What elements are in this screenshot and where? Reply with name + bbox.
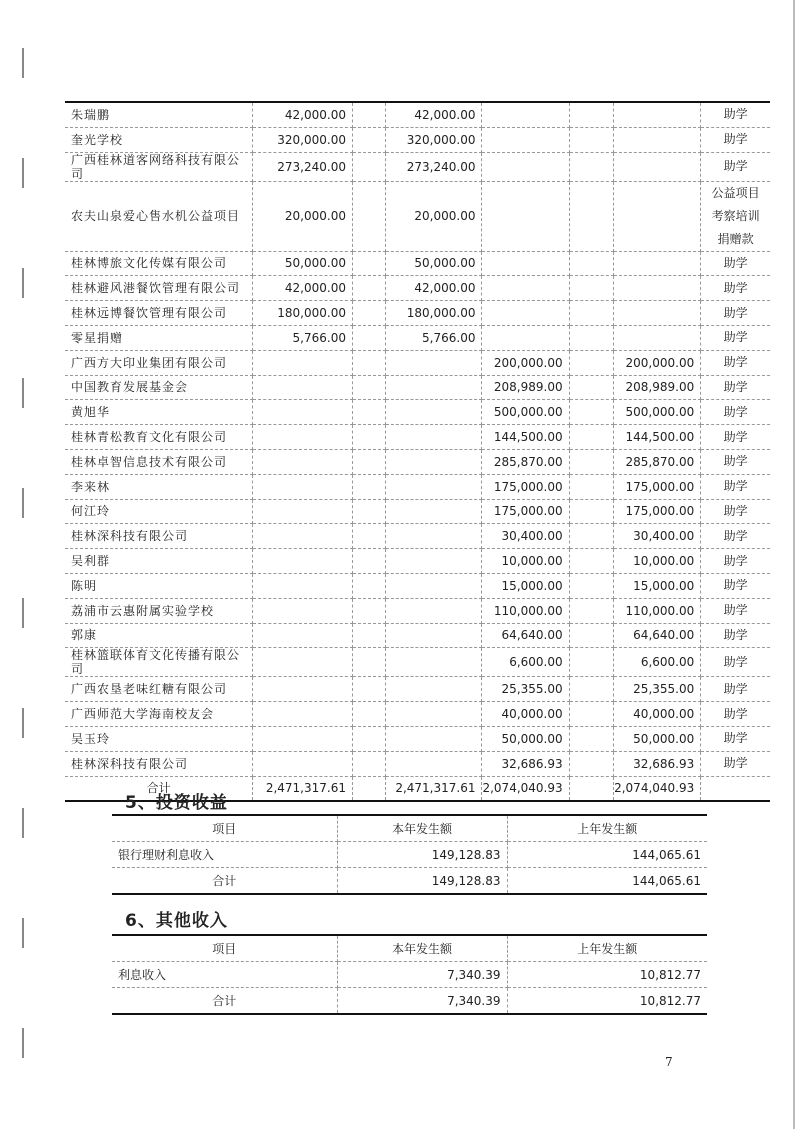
- amount-cell: 208,989.00: [482, 375, 569, 400]
- purpose-cell: 助学: [701, 102, 770, 127]
- amount-cell: 42,000.00: [385, 276, 482, 301]
- total-amount-cell: [352, 776, 385, 801]
- amount-cell: [385, 677, 482, 702]
- table-row: [65, 276, 770, 301]
- amount-cell: [569, 276, 613, 301]
- amount-cell: [614, 102, 701, 127]
- donor-name-cell: 吴玉玲: [65, 726, 253, 751]
- amount-cell: 200,000.00: [482, 350, 569, 375]
- purpose-cell: 助学: [701, 474, 770, 499]
- donor-name-cell: 陈明: [65, 573, 253, 598]
- purpose-cell: 助学: [701, 702, 770, 727]
- amount-cell: [614, 301, 701, 326]
- amount-cell: [253, 726, 353, 751]
- binding-mark: [22, 268, 24, 298]
- amount-cell: [385, 375, 482, 400]
- item-cell: 利息收入: [112, 962, 337, 988]
- amount-cell: 20,000.00: [253, 181, 353, 251]
- header-current-year: 本年发生额: [337, 815, 507, 842]
- amount-cell: [569, 449, 613, 474]
- donor-name-cell: 朱瑞鹏: [65, 102, 253, 127]
- amount-cell: 180,000.00: [253, 301, 353, 326]
- amount-cell: [385, 623, 482, 648]
- amount-cell: [253, 598, 353, 623]
- amount-cell: [569, 350, 613, 375]
- total-label: 合计: [65, 776, 253, 801]
- previous-year-cell: 144,065.61: [507, 842, 707, 868]
- total-label: 合计: [112, 868, 337, 895]
- purpose-cell: 助学: [701, 499, 770, 524]
- table-row: [65, 251, 770, 276]
- amount-cell: [253, 648, 353, 677]
- amount-cell: [614, 325, 701, 350]
- total-previous-year: 10,812.77: [639, 993, 701, 1008]
- amount-cell: [253, 400, 353, 425]
- amount-cell: 15,000.00: [482, 573, 569, 598]
- purpose-cell: 助学: [701, 751, 770, 776]
- amount-cell: 5,766.00: [385, 325, 482, 350]
- total-amount-cell: 2,471,317.61: [385, 776, 482, 801]
- amount-cell: 30,400.00: [614, 524, 701, 549]
- amount-cell: [569, 425, 613, 450]
- table-row: [65, 102, 770, 127]
- donor-name-cell: 荔浦市云惠附属实验学校: [65, 598, 253, 623]
- amount-cell: 40,000.00: [482, 702, 569, 727]
- table-row: [65, 573, 770, 598]
- amount-cell: 32,686.93: [614, 751, 701, 776]
- header-previous-year: 上年发生额: [507, 935, 707, 962]
- amount-cell: [385, 474, 482, 499]
- binding-mark: [22, 918, 24, 948]
- amount-cell: [352, 181, 385, 251]
- amount-cell: [569, 127, 613, 152]
- table-header-row: [112, 935, 707, 962]
- amount-cell: [352, 598, 385, 623]
- amount-cell: [253, 449, 353, 474]
- amount-cell: [385, 549, 482, 574]
- amount-cell: [385, 751, 482, 776]
- amount-cell: [253, 350, 353, 375]
- binding-mark: [22, 158, 24, 188]
- amount-cell: [614, 152, 701, 181]
- amount-cell: 180,000.00: [385, 301, 482, 326]
- amount-cell: [614, 251, 701, 276]
- donor-name-cell: 奎光学校: [65, 127, 253, 152]
- purpose-cell: 助学: [701, 325, 770, 350]
- amount-cell: [352, 152, 385, 181]
- amount-cell: [352, 726, 385, 751]
- amount-cell: [569, 251, 613, 276]
- table-row: [65, 499, 770, 524]
- amount-cell: [482, 251, 569, 276]
- purpose-cell: 助学: [701, 677, 770, 702]
- amount-cell: [614, 181, 701, 251]
- amount-cell: 40,000.00: [614, 702, 701, 727]
- amount-cell: 273,240.00: [385, 152, 482, 181]
- total-current-year: 7,340.39: [337, 988, 507, 1015]
- amount-cell: [569, 474, 613, 499]
- binding-mark: [22, 1028, 24, 1058]
- purpose-cell: 助学: [701, 598, 770, 623]
- page-edge: [793, 0, 795, 1129]
- page-number: 7: [665, 1055, 673, 1069]
- purpose-cell: 助学: [701, 648, 770, 677]
- donor-name-cell: 广西农垦老味红糖有限公司: [65, 677, 253, 702]
- amount-cell: [385, 425, 482, 450]
- donor-name-cell: 桂林青松教育文化有限公司: [65, 425, 253, 450]
- amount-cell: [253, 702, 353, 727]
- current-year-cell: 149,128.83: [337, 842, 507, 868]
- donor-name-cell: 桂林卓智信息技术有限公司: [65, 449, 253, 474]
- amount-cell: [482, 181, 569, 251]
- donor-name-cell: 何江玲: [65, 499, 253, 524]
- donor-name-cell: 桂林深科技有限公司: [65, 524, 253, 549]
- amount-cell: 175,000.00: [482, 474, 569, 499]
- table-row: [65, 648, 770, 677]
- amount-cell: [352, 400, 385, 425]
- amount-cell: [352, 325, 385, 350]
- donor-name-cell: 吴利群: [65, 549, 253, 574]
- amount-cell: [482, 152, 569, 181]
- table-row: [65, 623, 770, 648]
- donor-name-cell: 桂林博旅文化传媒有限公司: [65, 251, 253, 276]
- purpose-cell: [701, 181, 770, 251]
- amount-cell: 25,355.00: [482, 677, 569, 702]
- table-header-row: [112, 815, 707, 842]
- amount-cell: [569, 702, 613, 727]
- amount-cell: 200,000.00: [614, 350, 701, 375]
- amount-cell: [385, 702, 482, 727]
- amount-cell: [385, 350, 482, 375]
- amount-cell: [569, 677, 613, 702]
- amount-cell: 175,000.00: [482, 499, 569, 524]
- amount-cell: 285,870.00: [482, 449, 569, 474]
- purpose-cell: 助学: [701, 425, 770, 450]
- amount-cell: [385, 726, 482, 751]
- section-title-other-income: 6、其他收入: [125, 911, 228, 931]
- other-income-table: [112, 934, 707, 1015]
- amount-cell: [569, 648, 613, 677]
- amount-cell: [352, 677, 385, 702]
- binding-mark: [22, 708, 24, 738]
- amount-cell: [385, 573, 482, 598]
- amount-cell: [352, 425, 385, 450]
- amount-cell: [385, 598, 482, 623]
- amount-cell: [253, 573, 353, 598]
- amount-cell: [253, 751, 353, 776]
- amount-cell: 64,640.00: [482, 623, 569, 648]
- amount-cell: 5,766.00: [253, 325, 353, 350]
- amount-cell: 110,000.00: [482, 598, 569, 623]
- amount-cell: [385, 449, 482, 474]
- amount-cell: 6,600.00: [614, 648, 701, 677]
- amount-cell: [352, 301, 385, 326]
- table-row: [65, 400, 770, 425]
- donor-name-cell: 桂林篮联体育文化传播有限公司: [65, 648, 253, 677]
- total-amount-cell: [569, 776, 613, 801]
- table-row: [65, 751, 770, 776]
- table-row: [65, 549, 770, 574]
- amount-cell: [569, 499, 613, 524]
- amount-cell: [253, 474, 353, 499]
- amount-cell: 10,000.00: [482, 549, 569, 574]
- total-amount-cell: 2,074,040.93: [614, 776, 701, 801]
- amount-cell: 273,240.00: [253, 152, 353, 181]
- amount-cell: 175,000.00: [614, 499, 701, 524]
- table-row: [65, 301, 770, 326]
- amount-cell: [482, 102, 569, 127]
- total-row: [112, 988, 707, 1015]
- total-amount-cell: 2,471,317.61: [253, 776, 353, 801]
- table-row: [65, 152, 770, 181]
- purpose-cell: 助学: [701, 301, 770, 326]
- header-previous-year: 上年发生额: [507, 815, 707, 842]
- investment-income-table: [112, 814, 707, 895]
- amount-cell: 10,000.00: [614, 549, 701, 574]
- amount-cell: 32,686.93: [482, 751, 569, 776]
- amount-cell: [482, 325, 569, 350]
- amount-cell: [352, 573, 385, 598]
- amount-cell: 144,500.00: [614, 425, 701, 450]
- donor-name-cell: 广西师范大学海南校友会: [65, 702, 253, 727]
- amount-cell: [352, 499, 385, 524]
- purpose-line: 捐赠款: [717, 231, 754, 246]
- amount-cell: [253, 375, 353, 400]
- donor-name-cell: 郭康: [65, 623, 253, 648]
- amount-cell: [569, 375, 613, 400]
- amount-cell: [352, 474, 385, 499]
- amount-cell: 208,989.00: [614, 375, 701, 400]
- amount-cell: [569, 325, 613, 350]
- purpose-cell: 助学: [701, 127, 770, 152]
- amount-cell: 64,640.00: [614, 623, 701, 648]
- amount-cell: [253, 425, 353, 450]
- header-item: 项目: [112, 935, 337, 962]
- purpose-cell: 助学: [701, 524, 770, 549]
- amount-cell: [352, 375, 385, 400]
- amount-cell: 50,000.00: [385, 251, 482, 276]
- total-label: 合计: [112, 988, 337, 1015]
- amount-cell: [352, 524, 385, 549]
- amount-cell: [253, 677, 353, 702]
- table-row: [65, 127, 770, 152]
- table-row: [65, 181, 770, 251]
- amount-cell: [569, 726, 613, 751]
- section-title-investment-income: 5、投资收益: [125, 793, 228, 813]
- previous-year-cell: 10,812.77: [507, 962, 707, 988]
- amount-cell: [253, 499, 353, 524]
- purpose-cell: 助学: [701, 573, 770, 598]
- total-amount-cell: 2,074,040.93: [482, 776, 569, 801]
- total-previous-year: 144,065.61: [632, 873, 701, 888]
- amount-cell: [569, 102, 613, 127]
- current-year-cell: 7,340.39: [337, 962, 507, 988]
- donor-name-cell: 李来林: [65, 474, 253, 499]
- header-current-year: 本年发生额: [337, 935, 507, 962]
- amount-cell: [569, 152, 613, 181]
- purpose-cell: 助学: [701, 726, 770, 751]
- donor-name-cell: 桂林避风港餐饮管理有限公司: [65, 276, 253, 301]
- amount-cell: 30,400.00: [482, 524, 569, 549]
- donor-name-cell: 零星捐赠: [65, 325, 253, 350]
- amount-cell: [569, 524, 613, 549]
- table-row: [65, 702, 770, 727]
- amount-cell: 320,000.00: [385, 127, 482, 152]
- amount-cell: [352, 350, 385, 375]
- binding-mark: [22, 378, 24, 408]
- table-row: [65, 449, 770, 474]
- purpose-cell: 助学: [701, 276, 770, 301]
- amount-cell: 144,500.00: [482, 425, 569, 450]
- amount-cell: [352, 549, 385, 574]
- amount-cell: [352, 251, 385, 276]
- table-row: [65, 375, 770, 400]
- total-purpose-cell: [701, 776, 770, 801]
- amount-cell: [569, 598, 613, 623]
- amount-cell: 110,000.00: [614, 598, 701, 623]
- header-item: 项目: [112, 815, 337, 842]
- amount-cell: 25,355.00: [614, 677, 701, 702]
- total-row: [112, 868, 707, 895]
- amount-cell: [352, 276, 385, 301]
- amount-cell: [569, 623, 613, 648]
- purpose-cell: 助学: [701, 350, 770, 375]
- amount-cell: 50,000.00: [614, 726, 701, 751]
- purpose-line: 公益项目: [711, 185, 760, 200]
- table-row: [65, 474, 770, 499]
- donor-name-cell: 桂林深科技有限公司: [65, 751, 253, 776]
- amount-cell: [352, 449, 385, 474]
- table-row: [65, 598, 770, 623]
- amount-cell: 500,000.00: [614, 400, 701, 425]
- amount-cell: [385, 499, 482, 524]
- purpose-cell: 助学: [701, 623, 770, 648]
- table-row: [65, 677, 770, 702]
- purpose-line: 考察培训: [711, 208, 760, 223]
- amount-cell: [352, 751, 385, 776]
- amount-cell: [482, 301, 569, 326]
- binding-mark: [22, 488, 24, 518]
- amount-cell: [614, 276, 701, 301]
- donor-name-cell: 广西桂林道客网络科技有限公司: [65, 152, 253, 181]
- amount-cell: [253, 524, 353, 549]
- amount-cell: [569, 573, 613, 598]
- purpose-cell: 助学: [701, 152, 770, 181]
- binding-mark: [22, 598, 24, 628]
- table-row: [65, 350, 770, 375]
- amount-cell: [569, 400, 613, 425]
- amount-cell: 15,000.00: [614, 573, 701, 598]
- amount-cell: [385, 400, 482, 425]
- donor-name-cell: 黄旭华: [65, 400, 253, 425]
- table-row: [65, 325, 770, 350]
- amount-cell: 42,000.00: [385, 102, 482, 127]
- donor-name-cell: 桂林远博餐饮管理有限公司: [65, 301, 253, 326]
- purpose-cell: 助学: [701, 251, 770, 276]
- amount-cell: 285,870.00: [614, 449, 701, 474]
- amount-cell: 20,000.00: [385, 181, 482, 251]
- purpose-cell: 助学: [701, 549, 770, 574]
- amount-cell: [385, 524, 482, 549]
- table-row: [65, 524, 770, 549]
- table-row: [112, 962, 707, 988]
- purpose-cell: 助学: [701, 375, 770, 400]
- amount-cell: [482, 276, 569, 301]
- amount-cell: [569, 549, 613, 574]
- amount-cell: [569, 751, 613, 776]
- table-row: [112, 842, 707, 868]
- amount-cell: [352, 702, 385, 727]
- amount-cell: 50,000.00: [482, 726, 569, 751]
- table-row: [65, 726, 770, 751]
- amount-cell: 500,000.00: [482, 400, 569, 425]
- donations-table: [65, 101, 770, 802]
- table-row: [65, 425, 770, 450]
- amount-cell: 6,600.00: [482, 648, 569, 677]
- amount-cell: [253, 549, 353, 574]
- amount-cell: [569, 301, 613, 326]
- amount-cell: 50,000.00: [253, 251, 353, 276]
- item-cell: 银行理财利息收入: [112, 842, 337, 868]
- amount-cell: 320,000.00: [253, 127, 353, 152]
- amount-cell: 42,000.00: [253, 276, 353, 301]
- amount-cell: [614, 127, 701, 152]
- amount-cell: [352, 102, 385, 127]
- amount-cell: [352, 648, 385, 677]
- amount-cell: [352, 127, 385, 152]
- amount-cell: [253, 623, 353, 648]
- amount-cell: [352, 623, 385, 648]
- amount-cell: [569, 181, 613, 251]
- total-current-year: 149,128.83: [337, 868, 507, 895]
- binding-mark: [22, 48, 24, 78]
- donor-name-cell: 中国教育发展基金会: [65, 375, 253, 400]
- amount-cell: [385, 648, 482, 677]
- amount-cell: [482, 127, 569, 152]
- purpose-cell: 助学: [701, 400, 770, 425]
- purpose-cell: 助学: [701, 449, 770, 474]
- binding-mark: [22, 808, 24, 838]
- amount-cell: 175,000.00: [614, 474, 701, 499]
- donor-name-cell: 广西方大印业集团有限公司: [65, 350, 253, 375]
- donor-name-cell: 农夫山泉爱心售水机公益项目: [65, 181, 253, 251]
- amount-cell: 42,000.00: [253, 102, 353, 127]
